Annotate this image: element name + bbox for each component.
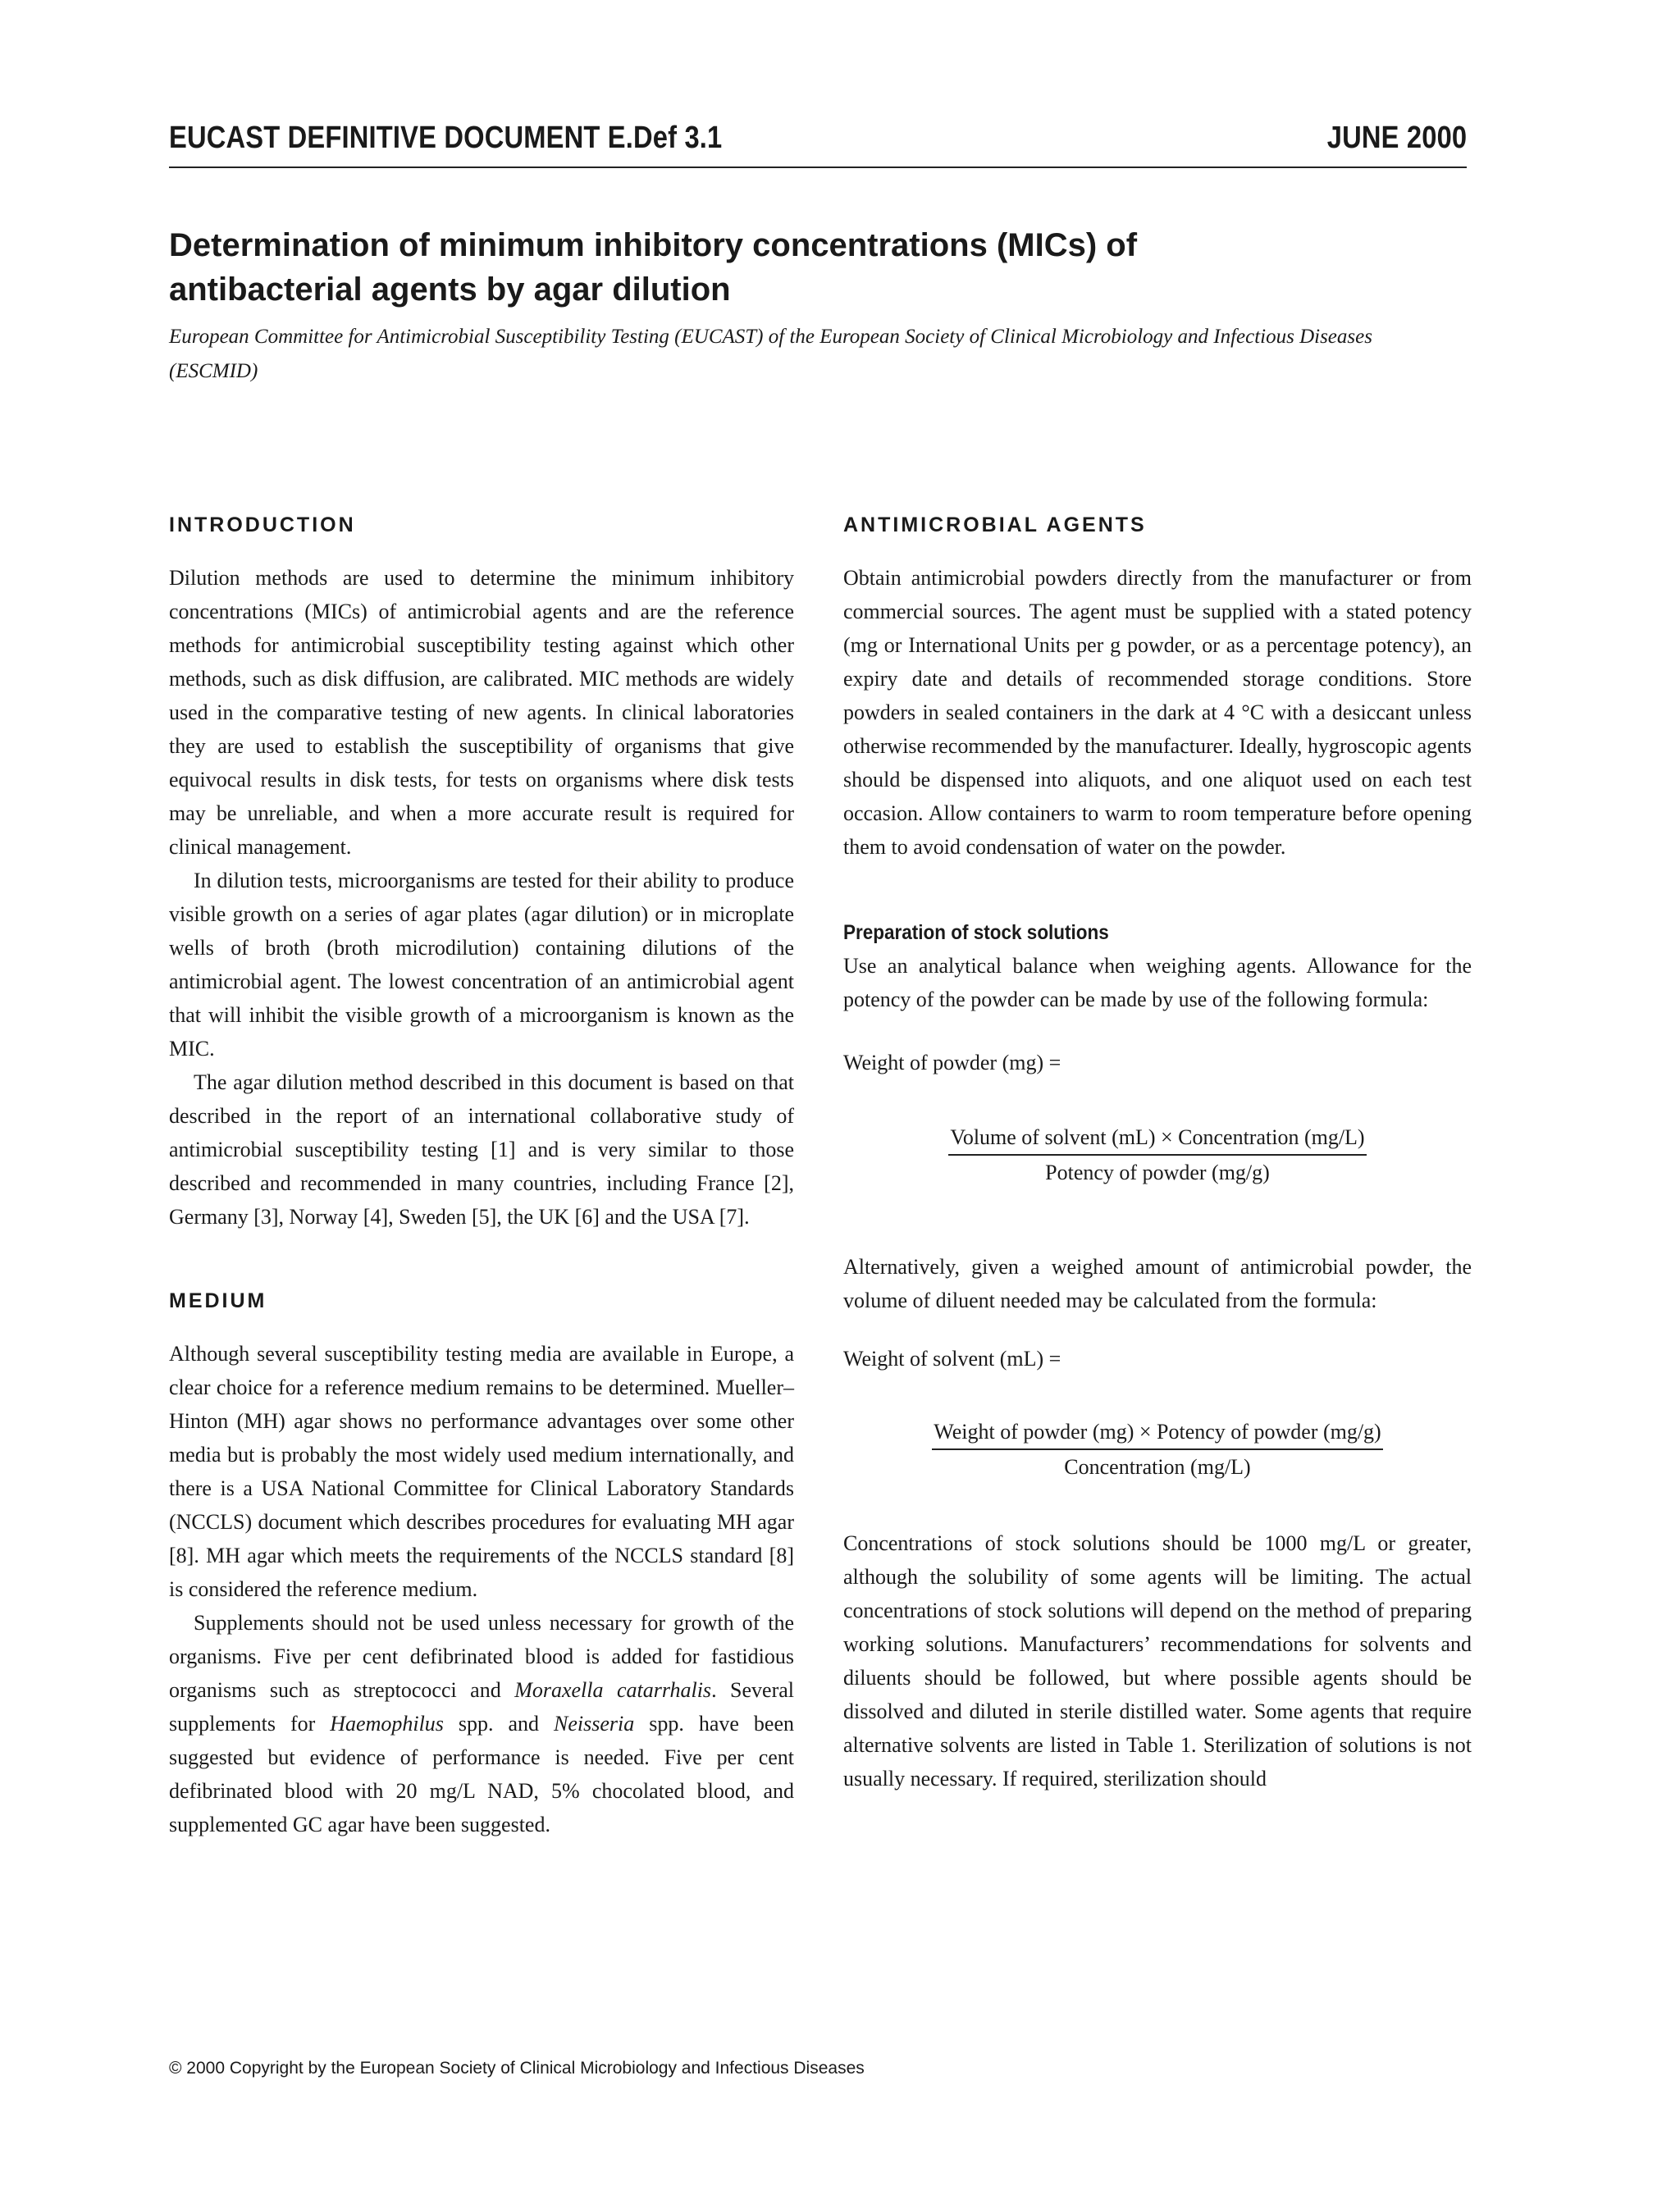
formula-2-numerator: Weight of powder (mg) × Potency of powder (mg/g) [932, 1415, 1382, 1450]
formula-2-denominator: Concentration (mg/L) [1064, 1455, 1251, 1479]
antimicrobial-agents-heading: ANTIMICROBIAL AGENTS [843, 513, 1147, 536]
medium-paragraph-2 [169, 1606, 794, 1841]
stock-solutions-paragraph-3: Concentrations of stock solutions should be 1000 mg/L or greater, although the solubility of some agents will be limiting. The actual concentrations of stock solutions will depend on the method of preparing working solutions. Manufacturers’ recommendations for solvents and diluents should be followed, but where possible agents should be dissolved and diluted in sterile distilled water. Some agents that require alternative solvents are listed in Table 1. Sterilization of solutions is not usually necessary. If required, sterilization should [843, 1531, 1472, 1791]
stock-solutions-paragraph-2: Alternatively, given a weighed amount of antimicrobial powder, the volume of diluent needed may be calculated from the formula: [843, 1255, 1472, 1312]
stock-solutions-heading: Preparation of stock solutions [843, 921, 1109, 944]
medium-p2-text-a: Supplements should not be used unless necessary for growth of the organisms. Five per cent defibrinated blood is added for fastidious organisms such as streptococci and [169, 1611, 794, 1702]
stock-solutions-paragraph-1: Use an analytical balance when weighing agents. Allowance for the potency of the powder can be made by use of the following formula: [843, 954, 1472, 1011]
formula-2-fraction [932, 1415, 1382, 1484]
paper-title [169, 223, 1467, 312]
formula-1-lhs: Weight of powder (mg) = [843, 1051, 1061, 1074]
formula-2-lhs: Weight of solvent (mL) = [843, 1347, 1061, 1371]
formula-1-numerator: Volume of solvent (mL) × Concentration (mg/L) [948, 1120, 1366, 1156]
antimicrobial-agents-paragraph: Obtain antimicrobial powders directly from the manufacturer or from commercial sources. The agent must be supplied with a stated potency (mg or International Units per g powder, or as a percentage potency), an expiry date and details of recommended storage conditions. Store powders in sealed containers in the dark at 4 °C with a desiccant unless otherwise recommended by the manufacturer. Ideally, hygroscopic agents should be dispensed into aliquots, and one aliquot used on each test occasion. Allow containers to warm to room temperature before opening them to avoid condensation of water on the powder. [843, 566, 1472, 859]
title-line-1: Determination of minimum inhibitory concentrations (MICs) of [169, 227, 1138, 263]
medium-p2-text-b: . Several supplements for [169, 1678, 794, 1736]
right-column [843, 509, 1472, 1795]
introduction-paragraph-2: In dilution tests, microorganisms are tested for their ability to produce visible growth on a series of agar plates (agar dilution) or in microplate wells of broth (broth microdilution) containing dilutions of the antimicrobial agent. The lowest concentration of an antimicrobial agent that will inhibit the visible growth of a microorganism is known as the MIC. [169, 869, 794, 1061]
organism-moraxella: Moraxella catarrhalis [514, 1678, 712, 1702]
medium-p2-text-c: spp. and [443, 1712, 555, 1736]
medium-p2-text-d: spp. have been suggested but evidence of performance is needed. Five per cent defibrinated blood with 20 mg/L NAD, 5% chocolated blood, and supplemented GC agar have been suggested. [169, 1712, 794, 1836]
organism-haemophilus: Haemophilus [330, 1712, 444, 1736]
copyright-footer: © 2000 Copyright by the European Society of Clinical Microbiology and Infectious Diseases [169, 2059, 865, 2078]
title-line-2: antibacterial agents by agar dilution [169, 271, 731, 308]
medium-paragraph-1: Although several susceptibility testing media are available in Europe, a clear choice for a reference medium remains to be determined. Mueller–Hinton (MH) agar shows no performance advantages over some other media but is probably the most widely used medium internationally, and there is a USA National Committee for Clinical Laboratory Standards (NCCLS) document which describes procedures for evaluating MH agar [8]. MH agar which meets the requirements of the NCCLS standard [8] is considered the reference medium. [169, 1342, 794, 1601]
running-header [169, 119, 1467, 168]
affiliation: European Committee for Antimicrobial Susceptibility Testing (EUCAST) of the European Society of Clinical Microbiology and Infectious Diseases (ESCMID) [169, 326, 1372, 382]
document-id: EUCAST DEFINITIVE DOCUMENT E.Def 3.1 [169, 121, 723, 155]
introduction-paragraph-3: The agar dilution method described in this document is based on that described in the report of an international collaborative study of antimicrobial susceptibility testing [1] and is very similar to those described and recommended in many countries, including France [2], Germany [3], Norway [4], Sweden [5], the UK [6] and the USA [7]. [169, 1070, 794, 1229]
introduction-heading: INTRODUCTION [169, 513, 356, 536]
introduction-paragraph-1: Dilution methods are used to determine the minimum inhibitory concentrations (MICs) of antimicrobial agents and are the reference methods for antimicrobial susceptibility testing against which other methods, such as disk diffusion, are calibrated. MIC methods are widely used in the comparative testing of new agents. In clinical laboratories they are used to establish the susceptibility of organisms that give equivocal results in disk tests, for tests on organisms where disk tests may be unreliable, and when a more accurate result is required for clinical management. [169, 566, 794, 859]
formula-1-fraction [948, 1120, 1366, 1189]
organism-neisseria: Neisseria [554, 1712, 635, 1736]
medium-heading: MEDIUM [169, 1289, 267, 1312]
left-column [169, 509, 794, 1841]
formula-1-denominator: Potency of powder (mg/g) [1045, 1161, 1270, 1184]
document-date: JUNE 2000 [1326, 121, 1467, 155]
